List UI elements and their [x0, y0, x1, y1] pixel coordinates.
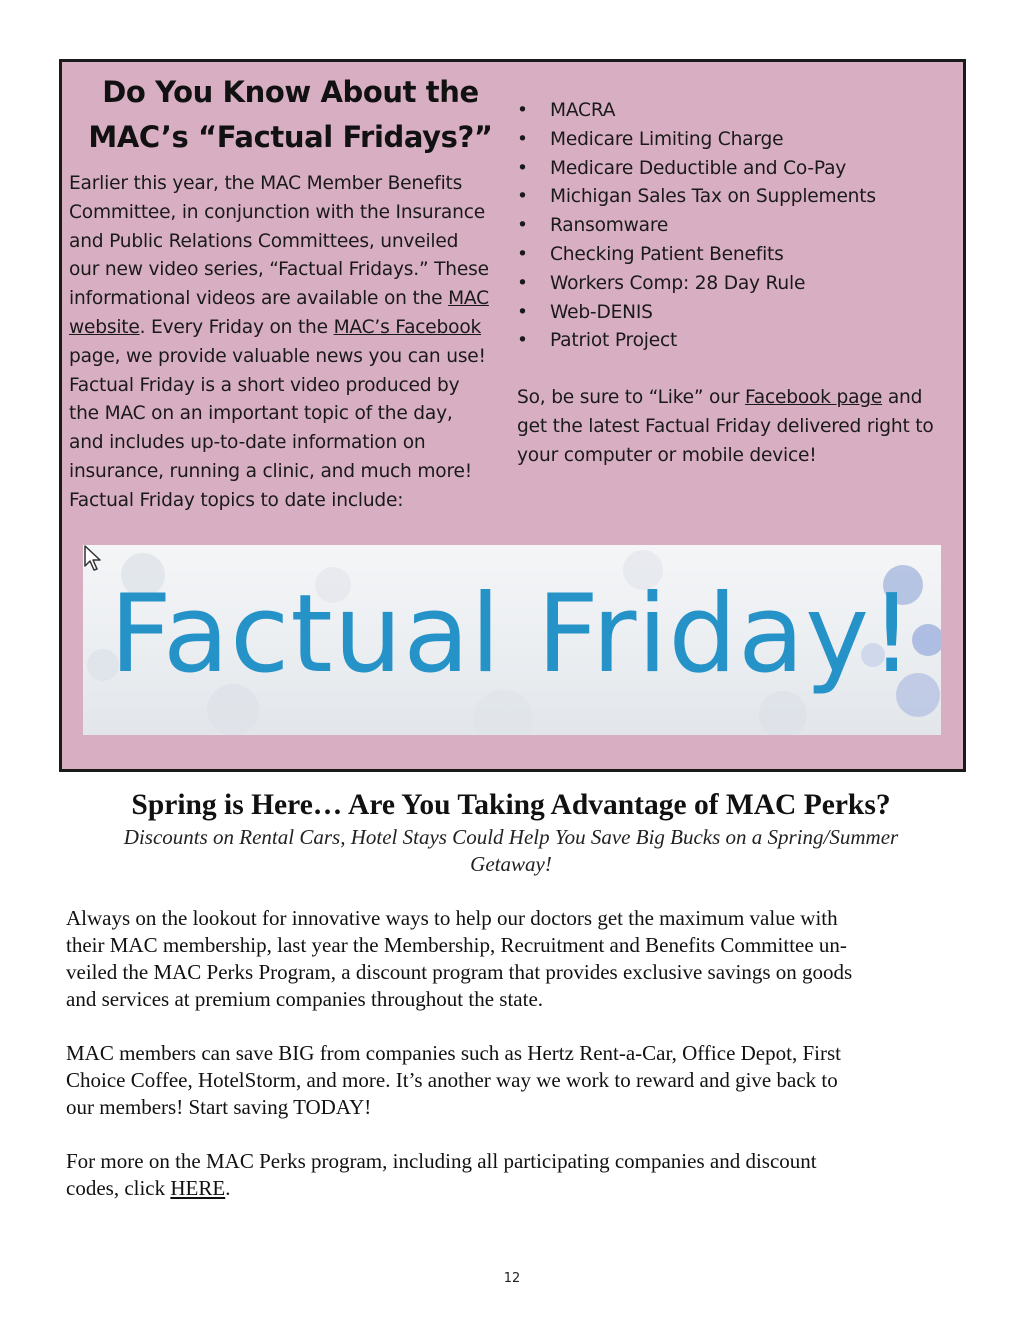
like-line: get the latest Factual Friday delivered right to [517, 415, 934, 437]
intro-line: and Public Relations Committees, unveiled [69, 230, 459, 252]
topic-label: Web-DENIS [550, 301, 653, 323]
bullet-icon: • [517, 157, 528, 179]
paragraph-line: For more on the MAC Perks program, including all participating companies and discount [66, 1149, 817, 1173]
bullet-icon: • [517, 243, 528, 265]
list-item [517, 126, 957, 155]
like-line [517, 384, 957, 413]
topic-label: Michigan Sales Tax on Supplements [550, 186, 876, 208]
list-item [517, 270, 957, 299]
intro-line [69, 314, 512, 343]
mac-perks-article [66, 786, 956, 1202]
topic-label: Medicare Limiting Charge [550, 128, 784, 150]
paragraph-line: and services at premium companies throughout the state. [66, 987, 544, 1011]
topic-label: Checking Patient Benefits [550, 243, 784, 265]
list-item [517, 155, 957, 184]
paragraph-line: veiled the MAC Perks Program, a discount program that provides exclusive savings on goods [66, 960, 853, 984]
intro-line: insurance, running a clinic, and much more! [69, 460, 472, 482]
intro-text: informational videos are available on the [69, 288, 449, 310]
article-subtitle [66, 824, 956, 878]
list-item [517, 241, 957, 270]
box-left-column [69, 70, 512, 516]
paragraph-text: codes, click [66, 1176, 171, 1200]
intro-text: . Every Friday on the [139, 316, 334, 338]
intro-line: page, we provide valuable news you can use! [69, 345, 486, 367]
article-paragraph-2 [66, 1040, 956, 1121]
here-link[interactable]: HERE [170, 1176, 226, 1200]
box-title [69, 70, 512, 160]
bullet-icon: • [517, 128, 528, 150]
paragraph-line: Always on the lookout for innovative ways to help our doctors get the maximum value with [66, 906, 838, 930]
factual-fridays-box [59, 59, 966, 772]
intro-line [69, 285, 512, 314]
page-number: 12 [503, 1271, 521, 1286]
topic-label: Patriot Project [550, 330, 678, 352]
paragraph-line: our members! Start saving TODAY! [66, 1095, 372, 1119]
list-item [517, 299, 957, 328]
like-line: your computer or mobile device! [517, 444, 817, 466]
bullet-icon: • [517, 186, 528, 208]
topic-label: MACRA [550, 100, 616, 121]
list-item [517, 327, 957, 356]
box-title-line-1: Do You Know About the [102, 75, 479, 109]
paragraph-text: . [225, 1176, 231, 1200]
intro-line: Factual Friday is a short video produced by [69, 374, 460, 396]
topic-label: Ransomware [550, 215, 669, 237]
bullet-icon: • [517, 100, 528, 121]
subtitle-line: Getaway! [470, 852, 552, 876]
intro-line: Factual Friday topics to date include: [69, 489, 404, 511]
bullet-icon: • [517, 330, 528, 352]
box-title-line-2: MAC’s “Factual Fridays?” [88, 120, 493, 154]
list-item [517, 183, 957, 212]
article-title: Spring is Here… Are You Taking Advantage of MAC Perks? [131, 789, 891, 821]
like-paragraph [517, 384, 957, 470]
paragraph-line: their MAC membership, last year the Membership, Recruitment and Benefits Committee un- [66, 933, 847, 957]
mac-facebook-link[interactable]: MAC’s Facebook [333, 316, 482, 338]
box-right-column [517, 97, 957, 471]
intro-line: Committee, in conjunction with the Insurance [69, 201, 485, 223]
bullet-icon: • [517, 215, 528, 237]
bullet-icon: • [517, 301, 528, 323]
bullet-icon: • [517, 272, 528, 294]
like-text: and [882, 387, 923, 409]
list-item [517, 212, 957, 241]
article-paragraph-3 [66, 1148, 956, 1202]
list-item [517, 97, 957, 126]
intro-line: and includes up-to-date information on [69, 432, 426, 454]
paragraph-line [66, 1175, 956, 1202]
topic-list [517, 97, 957, 356]
mac-website-link-continued[interactable]: website [69, 316, 140, 338]
article-paragraph-1 [66, 905, 956, 1013]
paragraph-line: Choice Coffee, HotelStorm, and more. It’s another way we work to reward and give back to [66, 1068, 838, 1092]
facebook-page-link[interactable]: Facebook page [744, 387, 883, 409]
intro-line: our new video series, “Factual Fridays.” These [69, 259, 489, 281]
topic-label: Workers Comp: 28 Day Rule [550, 272, 806, 294]
box-intro-paragraph [69, 170, 512, 516]
intro-line: the MAC on an important topic of the day, [69, 403, 453, 425]
subtitle-line: Discounts on Rental Cars, Hotel Stays Could Help You Save Big Bucks on a Spring/Summer [123, 825, 899, 849]
paragraph-line: MAC members can save BIG from companies such as Hertz Rent-a-Car, Office Depot, First [66, 1041, 841, 1065]
mac-website-link[interactable]: MAC [448, 288, 489, 310]
intro-line: Earlier this year, the MAC Member Benefits [69, 173, 463, 194]
like-text: So, be sure to “Like” our [517, 387, 745, 409]
cursor-icon [83, 545, 105, 573]
topic-label: Medicare Deductible and Co-Pay [550, 157, 847, 179]
factual-friday-banner [83, 545, 941, 735]
banner-title: Factual Friday! [109, 572, 915, 697]
